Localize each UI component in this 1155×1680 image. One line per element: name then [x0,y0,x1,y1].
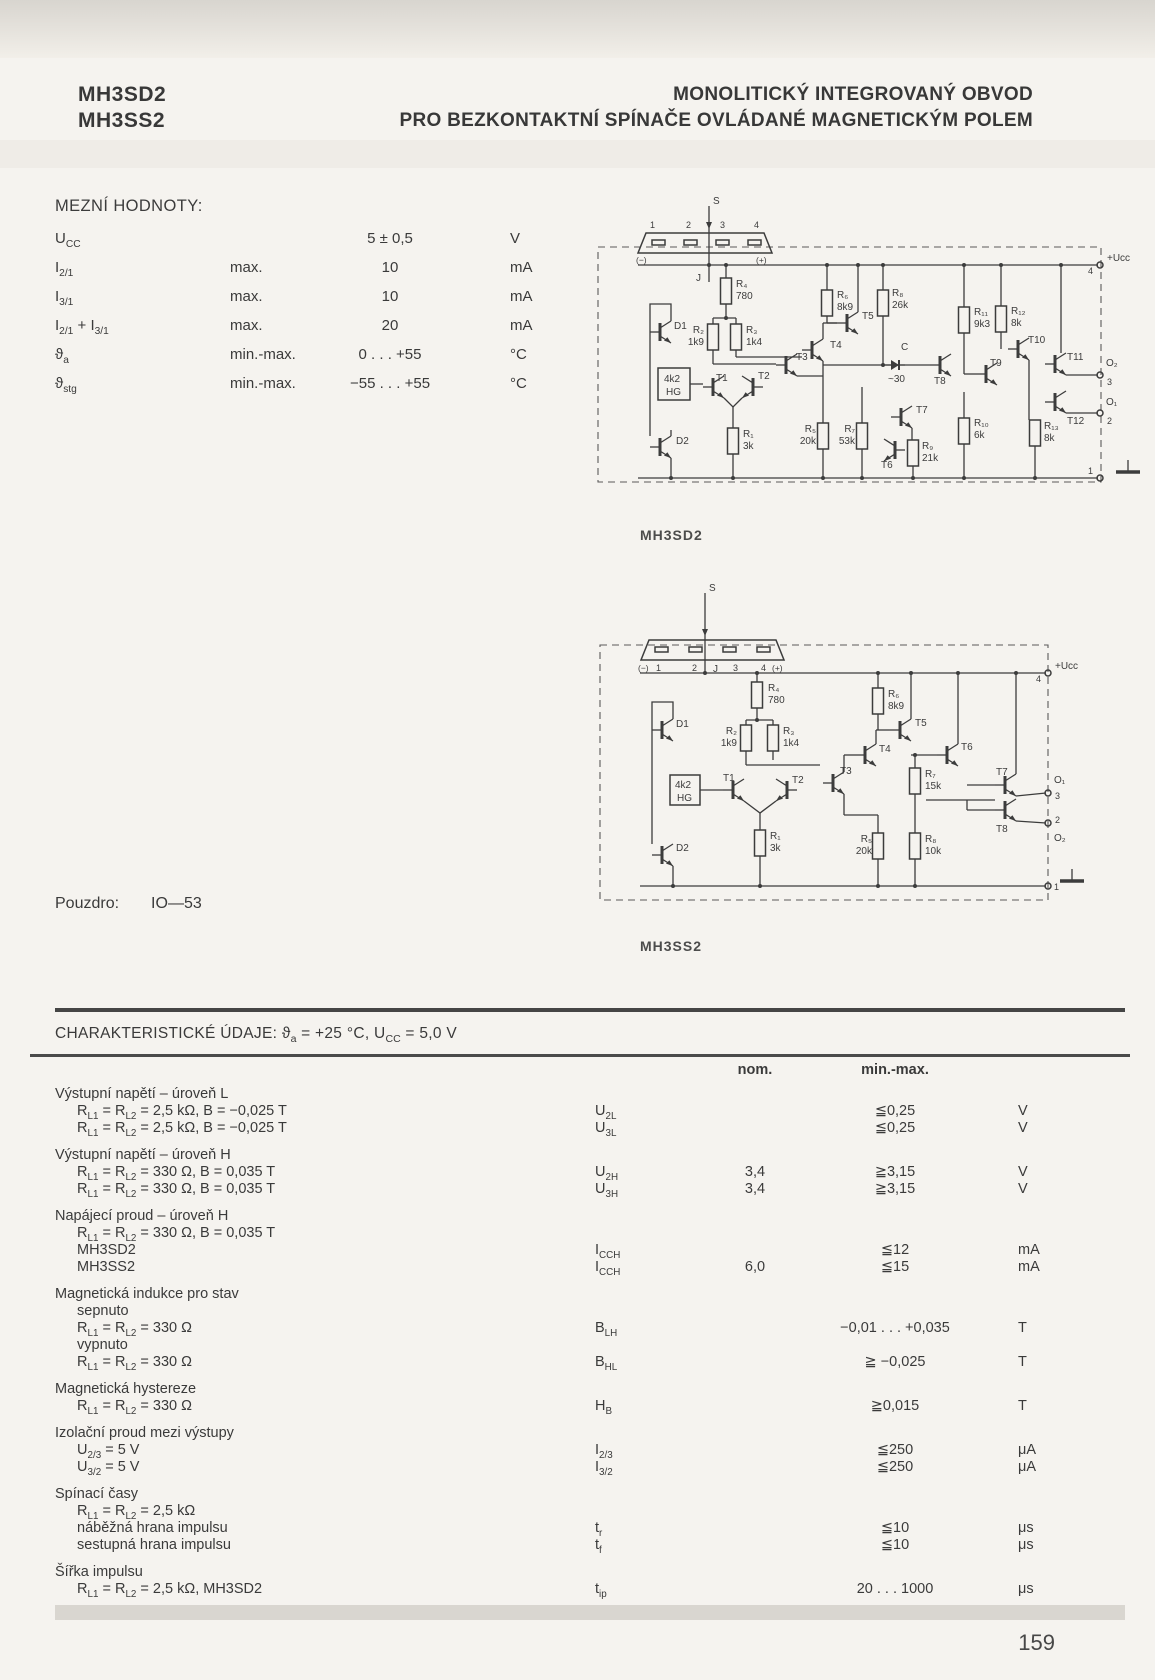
title-line-2: PRO BEZKONTAKTNÍ SPÍNAČE OVLÁDANÉ MAGNETICKÝM POLEM [399,110,1033,131]
sd2-r10-name: R₁₀ [974,418,989,429]
sd2-d2-label: D2 [676,436,689,447]
char-row [55,1520,1105,1537]
char-group [55,1146,1105,1198]
limits-unit: °C [510,375,527,392]
sd2-hg-line2: HG [666,387,681,398]
sd2-t10-label: T10 [1028,335,1046,346]
col-header-minmax: min.-max. [861,1062,929,1078]
sd2-package [636,196,772,284]
char-minmax: ≦250 [876,1459,914,1475]
sd2-t12-label: T12 [1067,416,1085,427]
char-sym: $U_{2L}$ [595,1103,617,1122]
ss2-t8-label: T8 [996,824,1008,835]
char-desc: sestupná hrana impulsu [77,1537,231,1553]
char-row [55,1581,1105,1598]
rule-under-heading [30,1054,1130,1057]
char-group [55,1424,1105,1476]
ss2-r8-value: 10k [925,846,942,857]
char-desc: $R_{L1} = R_{L2} = 2,5$ kΩ, B = −0,025 T [77,1120,287,1139]
ss2-t4-label: T4 [879,744,891,755]
sd2-r11-name: R₁₁ [974,307,988,318]
schematic1-caption: MH3SD2 [640,527,703,543]
char-sym: $t_r$ [595,1520,603,1539]
part-number-2: MH3SS2 [78,109,166,132]
schematic-mh3ss2 [592,575,1147,910]
ss2-r8-name: R₈ [925,834,937,845]
sd2-t2-label: T2 [758,371,770,382]
ss2-hg-line2: HG [677,793,692,804]
sd2-cap-value: ~30 [888,374,905,385]
char-sym: $B_{HL}$ [595,1354,618,1373]
char-unit: T [1018,1398,1027,1414]
sd2-t7-label: T7 [916,405,928,416]
sd2-cap-label: C [901,342,909,353]
ss2-r5-name: R₅ [860,834,872,845]
char-unit: T [1018,1354,1027,1370]
ss2-r6-value: 8k9 [888,701,905,712]
sd2-t1-label: T1 [716,373,728,384]
limits-unit: mA [510,288,533,305]
part-number-1: MH3SD2 [78,83,167,106]
char-group-title: Izolační proud mezi výstupy [55,1425,234,1441]
sd2-ground-pin: 1 [1088,466,1094,476]
package-label: Pouzdro: [55,895,120,912]
ss2-r4-name: R₄ [768,683,780,694]
char-row [55,1181,1105,1198]
char-desc: $R_{L1} = R_{L2} = 2,5$ kΩ, MH3SD2 [77,1581,263,1600]
sd2-s-label: S [713,196,720,207]
char-sym: $t_f$ [595,1537,602,1556]
sd2-d1-label: D1 [674,321,687,332]
sd2-plus-label: (+) [756,255,767,265]
limits-row [55,288,615,317]
sd2-j-label: J [696,273,701,284]
ss2-r1-value: 3k [770,843,781,854]
sd2-output1-label: O₂ [1106,358,1118,369]
char-row [55,1337,1105,1354]
char-unit: μs [1018,1581,1034,1597]
char-row [55,1459,1105,1476]
scan-band-top [0,0,1155,58]
limits-row [55,346,615,375]
sd2-pin-1: 1 [650,220,656,230]
sd2-supply-pin: 4 [1088,266,1094,276]
char-desc: náběžná hrana impulsu [77,1520,228,1536]
ground-symbol [1116,460,1140,472]
char-desc: $U_{3/2} = 5$ V [77,1459,140,1478]
char-group [55,1085,1105,1137]
char-sym: $B_{LH}$ [595,1320,618,1339]
sd2-r4-name: R₄ [736,279,748,290]
limits-val: 0 . . . +55 [358,346,422,363]
col-header-nom: nom. [737,1062,773,1078]
ss2-ground-pin: 1 [1054,882,1060,892]
limits-table [55,230,615,404]
char-unit: V [1018,1164,1028,1180]
char-minmax: ≧3,15 [874,1164,916,1180]
limits-row [55,317,615,346]
sd2-r2-value: 1k9 [687,337,704,348]
sd2-r9-value: 21k [922,453,939,464]
page-title [399,82,1033,134]
char-groups [55,1085,1105,1607]
char-minmax: ≦250 [876,1442,914,1458]
char-row [55,1259,1105,1276]
char-group-title: Spínací časy [55,1486,139,1502]
part-numbers [78,82,166,134]
limits-cond: max. [230,259,263,276]
rule-top [55,1008,1125,1012]
scan-band-bottom [55,1605,1125,1620]
char-group-title: Šířka impulsu [55,1564,143,1580]
limits-cond: max. [230,317,263,334]
ss2-d2-label: D2 [676,843,689,854]
limits-heading: MEZNÍ HODNOTY: [55,197,203,215]
sd2-r11-value: 9k3 [974,319,991,330]
sd2-output2-label: O₁ [1106,397,1118,408]
char-row [55,1164,1105,1181]
schematic-mh3sd2 [590,192,1145,497]
ss2-d1-label: D1 [676,719,689,730]
sd2-r8-name: R₈ [892,288,904,299]
char-group [55,1380,1105,1415]
ss2-r2-name: R₂ [725,726,737,737]
sd2-output2-pin: 2 [1107,416,1113,426]
ss2-t6-label: T6 [961,742,973,753]
ss2-package [638,583,784,675]
ss2-pin-4: 4 [761,663,767,673]
ss2-minus-label: (−) [638,663,649,673]
sd2-r2-name: R₂ [692,325,704,336]
sd2-r6-name: R₆ [837,290,849,301]
ss2-t3-label: T3 [840,766,852,777]
sd2-r13-value: 8k [1044,433,1055,444]
char-row [55,1537,1105,1554]
limits-cond: min.-max. [230,346,296,363]
char-group-title: Magnetická hystereze [55,1381,197,1397]
ss2-pin-2: 2 [692,663,698,673]
limits-row [55,375,615,404]
char-minmax: ≧0,015 [870,1398,920,1414]
ss2-t2-label: T2 [792,775,804,786]
char-unit: μs [1018,1537,1034,1553]
sd2-r3-name: R₃ [746,325,758,336]
ss2-r3-name: R₃ [783,726,795,737]
char-group-title: Magnetická indukce pro stav [55,1286,239,1302]
limits-cond: min.-max. [230,375,296,392]
ss2-r1-name: R₁ [770,831,781,842]
char-desc: $R_{L1} = R_{L2} = 2,5$ kΩ [77,1503,196,1522]
ss2-output2-label: O₂ [1054,833,1066,844]
limits-sym: $ϑ_a$ [55,346,69,366]
sd2-r13-name: R₁₃ [1044,421,1059,432]
char-desc: sepnuto [77,1303,129,1319]
sd2-r1-name: R₁ [743,429,754,440]
char-desc: $U_{2/3} = 5$ V [77,1442,140,1461]
limits-val: 10 [381,259,399,276]
char-row [55,1320,1105,1337]
sd2-t3-label: T3 [796,352,808,363]
ss2-r7-value: 15k [925,781,942,792]
schematic2-caption: MH3SS2 [640,938,703,954]
char-group-title: Výstupní napětí – úroveň L [55,1086,229,1102]
char-unit: mA [1018,1259,1040,1275]
sd2-r3-value: 1k4 [746,337,763,348]
ss2-t1-label: T1 [723,773,735,784]
char-group-title: Výstupní napětí – úroveň H [55,1147,231,1163]
limits-row [55,230,615,259]
sd2-t8-label: T8 [934,376,946,387]
sd2-r7-name: R₇ [844,424,855,435]
limits-val: 10 [381,288,399,305]
sd2-t6-label: T6 [881,460,893,471]
limits-val: 5 ± 0,5 [367,230,413,247]
char-unit: mA [1018,1242,1040,1258]
char-sym: $U_{3L}$ [595,1120,617,1139]
char-desc: $R_{L1} = R_{L2} = 330$ Ω, B = 0,035 T [77,1164,276,1183]
char-minmax: ≦10 [880,1537,910,1553]
sd2-minus-label: (−) [636,255,647,265]
char-desc: MH3SS2 [77,1259,136,1275]
char-unit: μA [1018,1459,1037,1475]
title-line-1: MONOLITICKÝ INTEGROVANÝ OBVOD [673,84,1033,105]
char-group [55,1207,1105,1276]
char-desc: vypnuto [77,1337,128,1353]
ss2-r4-value: 780 [768,695,785,706]
ss2-r3-value: 1k4 [783,738,800,749]
sd2-r5-value: 20k [799,436,816,447]
char-sym: $t_{ip}$ [595,1581,607,1600]
char-row [55,1225,1105,1242]
ss2-pin-1: 1 [656,663,662,673]
limits-val: 20 [381,317,399,334]
char-unit: V [1018,1120,1028,1136]
char-row [55,1120,1105,1137]
limits-sym: $I_{3/1}$ [55,288,74,308]
limits-val: −55 . . . +55 [349,375,431,392]
ss2-output1-pin: 3 [1055,791,1061,801]
ss2-plus-label: (+) [772,663,783,673]
limits-unit: mA [510,317,533,334]
sd2-pin-4: 4 [754,220,760,230]
char-row [55,1303,1105,1320]
limits-sym: $ϑ_{stg}$ [55,375,77,395]
ss2-supply-pin: 4 [1036,674,1042,684]
sd2-r4-value: 780 [736,291,753,302]
char-sym: $I_{3/2}$ [595,1459,613,1478]
sd2-r9-name: R₉ [922,441,934,452]
scan-band-mid [0,140,1155,168]
limits-sym: $I_{2/1}$ [55,259,74,279]
sd2-t9-label: T9 [990,358,1002,369]
char-sym: $I_{CCH}$ [595,1259,621,1278]
char-desc: $R_{L1} = R_{L2} = 2,5$ kΩ, B = −0,025 T [77,1103,287,1122]
char-desc: $R_{L1} = R_{L2} = 330$ Ω [77,1398,192,1417]
sd2-r12-name: R₁₂ [1011,306,1026,317]
char-group-title: Napájecí proud – úroveň H [55,1208,229,1224]
char-sym: $U_{3H}$ [595,1181,619,1200]
sd2-t5-label: T5 [862,311,874,322]
limits-row [55,259,615,288]
ss2-s-label: S [709,583,716,594]
char-desc: $R_{L1} = R_{L2} = 330$ Ω, B = 0,035 T [77,1225,276,1244]
sd2-supply-label: +Ucc [1107,253,1131,264]
sd2-r10-value: 6k [974,430,985,441]
sd2-hg-line1: 4k2 [664,374,681,385]
ss2-t7-label: T7 [996,767,1008,778]
char-desc: $R_{L1} = R_{L2} = 330$ Ω [77,1354,192,1373]
limits-sym: $U_{CC}$ [55,230,81,250]
ss2-pin-3: 3 [733,663,739,673]
char-desc: $R_{L1} = R_{L2} = 330$ Ω [77,1320,192,1339]
char-unit: μA [1018,1442,1037,1458]
ss2-output2-pin: 2 [1055,815,1061,825]
char-row [55,1503,1105,1520]
char-row [55,1103,1105,1120]
ss2-r2-value: 1k9 [720,738,737,749]
sd2-r12-value: 8k [1011,318,1022,329]
package-line [55,895,202,913]
ss2-r7-name: R₇ [925,769,936,780]
ss2-hg-line1: 4k2 [675,780,692,791]
char-minmax: −0,01 . . . +0,035 [840,1320,950,1336]
sd2-r7-value: 53k [838,436,855,447]
char-nom: 3,4 [744,1164,766,1180]
limits-unit: V [510,230,521,247]
ss2-r5-value: 20k [855,846,872,857]
page-number: 159 [1018,1630,1055,1655]
char-unit: μs [1018,1520,1034,1536]
sd2-pin-3: 3 [720,220,726,230]
sd2-r8-value: 26k [892,300,909,311]
char-minmax: ≧3,15 [874,1181,916,1197]
sd2-pin-2: 2 [686,220,692,230]
sd2-r5-name: R₅ [804,424,816,435]
ss2-j-label: J [713,664,718,675]
char-nom: 3,4 [744,1181,766,1197]
sd2-r1-value: 3k [743,441,754,452]
limits-cond: max. [230,288,263,305]
char-group [55,1285,1105,1371]
char-sym: $U_{2H}$ [595,1164,619,1183]
char-minmax: ≦12 [880,1242,910,1258]
char-row [55,1242,1105,1259]
char-nom: 6,0 [744,1259,766,1275]
char-sym: $I_{2/3}$ [595,1442,613,1461]
char-heading: CHARAKTERISTICKÉ ÚDAJE: $ϑ_a = +25$ °C, $U_{CC} = 5,0$ V [55,1025,458,1046]
ground-symbol [1060,869,1084,881]
limits-unit: °C [510,346,527,363]
ss2-output1-label: O₁ [1054,775,1066,786]
char-minmax: ≧ −0,025 [864,1354,926,1370]
char-minmax: 20 . . . 1000 [856,1581,934,1597]
ss2-t5-label: T5 [915,718,927,729]
ss2-r6-name: R₆ [888,689,900,700]
sd2-t11-label: T11 [1067,352,1084,363]
char-row [55,1354,1105,1371]
char-group [55,1563,1105,1598]
char-desc: MH3SD2 [77,1242,136,1258]
char-desc: $R_{L1} = R_{L2} = 330$ Ω, B = 0,035 T [77,1181,276,1200]
char-sym: $H_B$ [595,1398,613,1417]
char-minmax: ≦15 [880,1259,910,1275]
char-unit: V [1018,1103,1028,1119]
char-minmax: ≦0,25 [874,1103,916,1119]
char-row [55,1398,1105,1415]
char-unit: V [1018,1181,1028,1197]
sd2-r6-value: 8k9 [837,302,854,313]
char-minmax: ≦10 [880,1520,910,1536]
char-unit: T [1018,1320,1027,1336]
package-value: IO—53 [151,895,202,912]
char-sym: $I_{CCH}$ [595,1242,621,1261]
char-row [55,1442,1105,1459]
sd2-output1-pin: 3 [1107,377,1113,387]
ss2-supply-label: +Ucc [1055,661,1079,672]
sd2-t4-label: T4 [830,340,842,351]
limits-unit: mA [510,259,533,276]
char-group [55,1485,1105,1554]
char-minmax: ≦0,25 [874,1120,916,1136]
limits-sym: $I_{2/1} + I_{3/1}$ [55,317,109,337]
